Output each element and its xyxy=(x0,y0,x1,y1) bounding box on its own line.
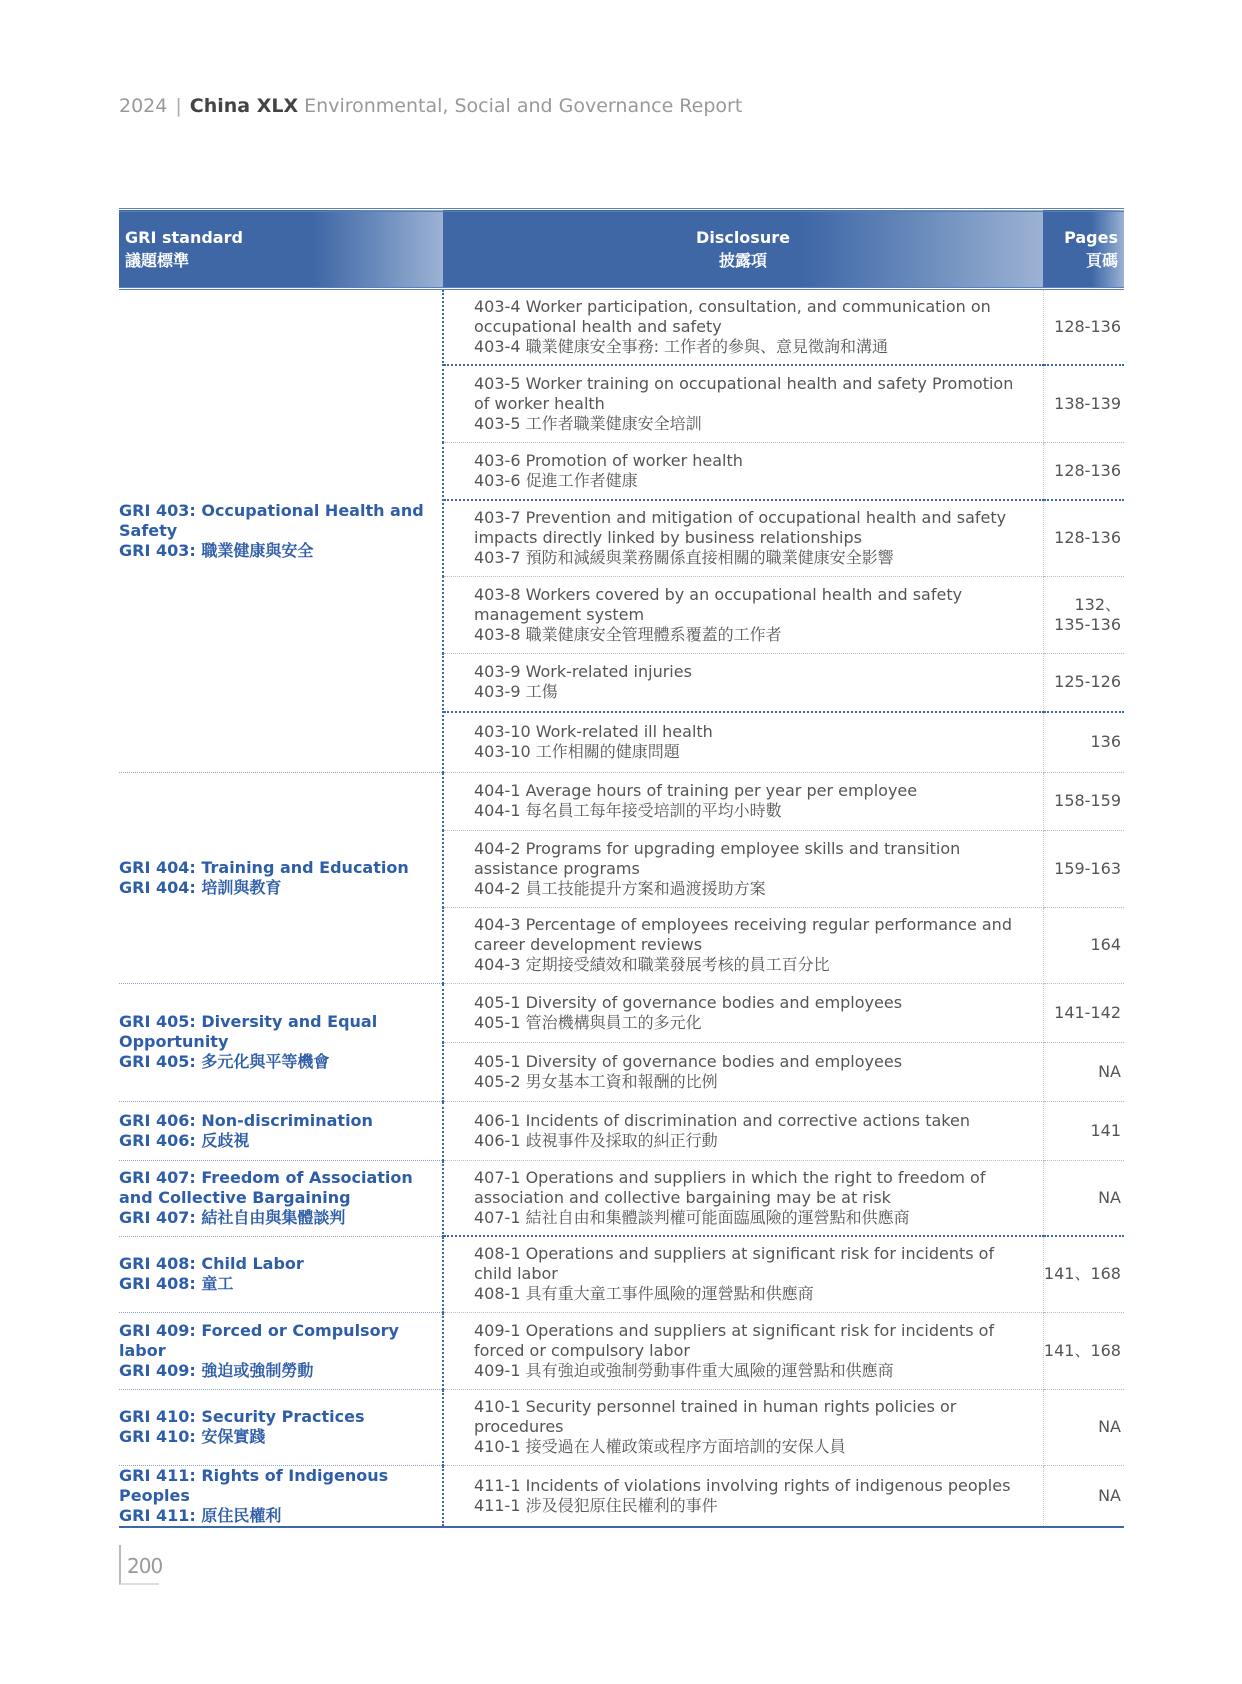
pages-cell: 141 xyxy=(1043,1101,1124,1160)
page-number: 200 xyxy=(119,1545,159,1585)
disclosure-cell xyxy=(443,1042,1043,1101)
report-title: Environmental, Social and Governance Report xyxy=(304,95,743,117)
disclosure-zh: 403-10 工作相關的健康問題 xyxy=(474,742,680,762)
table-body xyxy=(119,288,1124,1527)
pages-cell: 128-136 xyxy=(1043,500,1124,576)
disclosure-en: 411-1 Incidents of violations involving rights of indigenous peoples xyxy=(474,1475,1011,1495)
table-row xyxy=(119,1160,1124,1236)
disclosure-zh: 404-1 每名員工每年接受培訓的平均小時數 xyxy=(474,801,782,820)
disclosure-zh: 406-1 歧視事件及採取的糾正行動 xyxy=(474,1130,718,1150)
pages-cell: 141、168 xyxy=(1043,1312,1124,1389)
table-row xyxy=(119,772,1124,830)
disclosure-en: 403-10 Work-related ill health xyxy=(474,722,713,742)
gri-standard-cell xyxy=(119,1160,443,1236)
disclosure-en: 404-1 Average hours of training per year per employee xyxy=(474,781,918,800)
pages-cell: NA xyxy=(1043,1465,1124,1527)
standard-title-en: GRI 409: Forced or Compulsory labor xyxy=(119,1320,399,1360)
table-row xyxy=(119,288,1124,365)
header-separator: | xyxy=(175,95,182,117)
header-zh: 議題標準 xyxy=(125,251,190,271)
disclosure-zh: 404-2 員工技能提升方案和過渡援助方案 xyxy=(474,878,766,898)
pages-cell: 141-142 xyxy=(1043,983,1124,1042)
header-en: GRI standard xyxy=(125,228,243,248)
disclosure-en: 409-1 Operations and suppliers at significant risk for incidents of forced or compulsory labor xyxy=(474,1320,995,1360)
disclosure-en: 407-1 Operations and suppliers in which the right to freedom of association and collective bargaining may be at risk xyxy=(474,1167,986,1207)
gri-standard-cell xyxy=(119,983,443,1101)
standard-title-en: GRI 403: Occupational Health and Safety xyxy=(119,500,424,540)
disclosure-cell xyxy=(443,983,1043,1042)
disclosure-cell xyxy=(443,1236,1043,1312)
disclosure-cell xyxy=(443,365,1043,442)
column-header-standard xyxy=(119,210,443,288)
pages-cell: 128-136 xyxy=(1043,288,1124,365)
standard-title-zh: GRI 403: 職業健康與安全 xyxy=(119,540,314,560)
header-zh: 頁碼 xyxy=(1085,251,1118,271)
table-row xyxy=(119,983,1124,1042)
disclosure-zh: 409-1 具有強迫或強制勞動事件重大風險的運營點和供應商 xyxy=(474,1360,894,1380)
disclosure-en: 403-9 Work-related injuries xyxy=(474,662,692,682)
disclosure-en: 403-6 Promotion of worker health xyxy=(474,450,743,470)
disclosure-en: 408-1 Operations and suppliers at significant risk for incidents of child labor xyxy=(474,1244,995,1284)
disclosure-en: 410-1 Security personnel trained in human rights policies or procedures xyxy=(474,1397,957,1436)
disclosure-en: 404-2 Programs for upgrading employee skills and transition assistance programs xyxy=(474,838,961,878)
disclosure-en: 405-1 Diversity of governance bodies and employees xyxy=(474,992,903,1012)
table-row xyxy=(119,1465,1124,1527)
disclosure-cell xyxy=(443,1160,1043,1236)
disclosure-cell xyxy=(443,1389,1043,1465)
pages-cell: NA xyxy=(1043,1042,1124,1101)
disclosure-en: 403-4 Worker participation, consultation, and communication on occupational health and safety xyxy=(474,296,991,336)
disclosure-cell xyxy=(443,772,1043,830)
standard-title-en: GRI 408: Child Labor xyxy=(119,1254,304,1273)
gri-standard-cell xyxy=(119,772,443,983)
disclosure-cell xyxy=(443,830,1043,907)
disclosure-cell xyxy=(443,576,1043,653)
table-row xyxy=(119,1312,1124,1389)
disclosure-zh: 403-9 工傷 xyxy=(474,682,558,702)
header-zh: 披露項 xyxy=(718,251,767,271)
disclosure-en: 404-3 Percentage of employees receiving regular performance and career development reviews xyxy=(474,915,1012,954)
disclosure-zh: 403-6 促進工作者健康 xyxy=(474,470,638,490)
disclosure-cell xyxy=(443,712,1043,772)
standard-title-en: GRI 405: Diversity and Equal Opportunity xyxy=(119,1012,378,1051)
pages-cell: 164 xyxy=(1043,907,1124,983)
pages-cell: 141、168 xyxy=(1043,1236,1124,1312)
gri-standard-cell xyxy=(119,1389,443,1465)
gri-standard-cell xyxy=(119,1101,443,1160)
pages-cell: 158-159 xyxy=(1043,772,1124,830)
disclosure-en: 403-8 Workers covered by an occupational health and safety management system xyxy=(474,584,963,624)
disclosure-en: 403-5 Worker training on occupational health and safety Promotion of worker health xyxy=(474,373,1014,413)
standard-title-zh: GRI 408: 童工 xyxy=(119,1274,234,1293)
pages-cell: 125-126 xyxy=(1043,653,1124,712)
disclosure-zh: 403-4 職業健康安全事務: 工作者的參與、意見徵詢和溝通 xyxy=(474,336,889,356)
company-name: China XLX xyxy=(189,95,299,117)
standard-title-zh: GRI 405: 多元化與平等機會 xyxy=(119,1052,330,1071)
disclosure-cell xyxy=(443,442,1043,500)
gri-standard-cell xyxy=(119,1465,443,1527)
disclosure-en: 403-7 Prevention and mitigation of occupational health and safety impacts directly linked by business relationships xyxy=(474,508,1007,548)
disclosure-zh: 403-5 工作者職業健康安全培訓 xyxy=(474,413,702,433)
standard-title-zh: GRI 409: 強迫或強制勞動 xyxy=(119,1360,314,1380)
column-header-pages xyxy=(1043,210,1124,288)
pages-cell: NA xyxy=(1043,1389,1124,1465)
disclosure-zh: 411-1 涉及侵犯原住民權利的事件 xyxy=(474,1495,718,1515)
table-row xyxy=(119,1101,1124,1160)
standard-title-en: GRI 407: Freedom of Association and Collective Bargaining xyxy=(119,1168,413,1207)
disclosure-cell xyxy=(443,907,1043,983)
standard-title-zh: GRI 407: 結社自由與集體談判 xyxy=(119,1208,346,1227)
table-row xyxy=(119,1236,1124,1312)
standard-title-zh: GRI 410: 安保實踐 xyxy=(119,1427,266,1446)
standard-title-en: GRI 410: Security Practices xyxy=(119,1407,365,1426)
gri-index-table xyxy=(119,208,1124,1528)
standard-title-zh: GRI 404: 培訓與教育 xyxy=(119,877,282,897)
disclosure-zh: 403-7 預防和減緩與業務關係直接相關的職業健康安全影響 xyxy=(474,548,894,568)
pages-cell: 128-136 xyxy=(1043,442,1124,500)
standard-title-en: GRI 404: Training and Education xyxy=(119,857,409,877)
column-header-disclosure xyxy=(443,210,1043,288)
standard-title-en: GRI 406: Non-discrimination xyxy=(119,1110,373,1130)
gri-standard-cell xyxy=(119,1236,443,1312)
standard-title-en: GRI 411: Rights of Indigenous Peoples xyxy=(119,1465,389,1505)
pages-cell: 136 xyxy=(1043,712,1124,772)
table-row xyxy=(119,1389,1124,1465)
gri-standard-cell xyxy=(119,1312,443,1389)
disclosure-zh: 405-2 男女基本工資和報酬的比例 xyxy=(474,1071,718,1091)
disclosure-cell xyxy=(443,1312,1043,1389)
disclosure-en: 405-1 Diversity of governance bodies and employees xyxy=(474,1051,903,1071)
pages-cell: 138-139 xyxy=(1043,365,1124,442)
disclosure-zh: 410-1 接受過在人權政策或程序方面培訓的安保人員 xyxy=(474,1437,846,1456)
report-year: 2024 xyxy=(119,95,168,117)
disclosure-cell xyxy=(443,1101,1043,1160)
disclosure-zh: 405-1 管治機構與員工的多元化 xyxy=(474,1012,702,1032)
disclosure-cell xyxy=(443,500,1043,576)
disclosure-cell xyxy=(443,653,1043,712)
pages-cell: 159-163 xyxy=(1043,830,1124,907)
standard-title-zh: GRI 406: 反歧視 xyxy=(119,1130,250,1150)
disclosure-zh: 403-8 職業健康安全管理體系覆蓋的工作者 xyxy=(474,624,782,644)
pages-cell: NA xyxy=(1043,1160,1124,1236)
pages-cell: 132、135-136 xyxy=(1043,576,1124,653)
header-en: Pages xyxy=(1064,228,1118,248)
standard-title-zh: GRI 411: 原住民權利 xyxy=(119,1505,282,1525)
disclosure-zh: 408-1 具有重大童工事件風險的運營點和供應商 xyxy=(474,1284,814,1304)
report-header xyxy=(119,95,742,117)
table-header-row xyxy=(119,210,1124,288)
disclosure-cell xyxy=(443,1465,1043,1527)
disclosure-en: 406-1 Incidents of discrimination and corrective actions taken xyxy=(474,1110,970,1130)
disclosure-zh: 407-1 結社自由和集體談判權可能面臨風險的運營點和供應商 xyxy=(474,1207,910,1227)
disclosure-cell xyxy=(443,288,1043,365)
gri-standard-cell xyxy=(119,288,443,772)
header-en: Disclosure xyxy=(696,228,790,248)
disclosure-zh: 404-3 定期接受績效和職業發展考核的員工百分比 xyxy=(474,955,830,974)
